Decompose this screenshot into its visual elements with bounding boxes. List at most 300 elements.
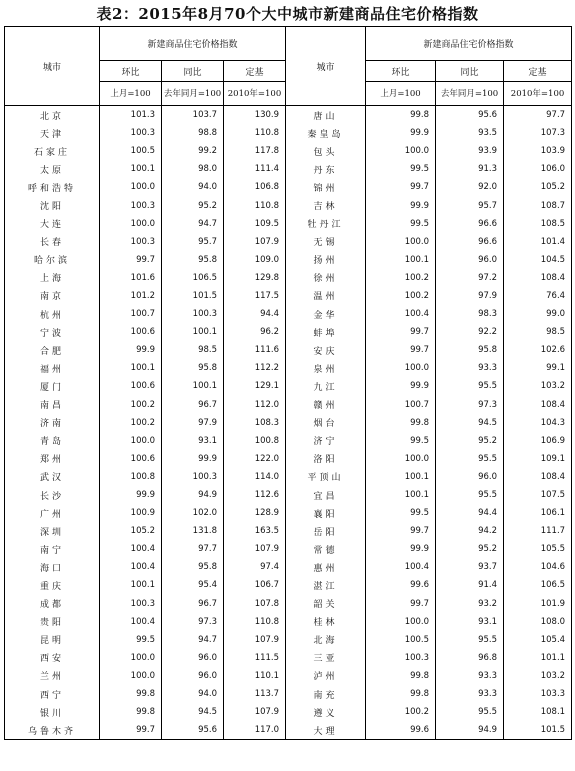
mom-value: 101.6: [100, 269, 162, 287]
yoy-value: 95.7: [162, 233, 224, 251]
mom-value: 99.8: [366, 106, 436, 125]
city-name: 济宁: [286, 432, 366, 450]
city-name: 秦皇岛: [286, 124, 366, 142]
mom-value: 100.1: [366, 486, 436, 504]
base-value: 128.9: [224, 504, 286, 522]
mom-value: 99.9: [100, 341, 162, 359]
yoy-value: 94.9: [162, 486, 224, 504]
yoy-value: 100.1: [162, 377, 224, 395]
table-row: [5, 667, 572, 685]
yoy-value: 91.3: [436, 160, 504, 178]
base-yoy-right: 去年同月=100: [436, 82, 504, 106]
city-name: 徐州: [286, 269, 366, 287]
table-row: [5, 595, 572, 613]
city-name: 扬州: [286, 251, 366, 269]
yoy-value: 92.0: [436, 178, 504, 196]
base-value: 101.9: [504, 595, 572, 613]
city-name: 沈阳: [5, 196, 100, 214]
city-name: 锦州: [286, 178, 366, 196]
mom-value: 100.0: [366, 450, 436, 468]
mom-value: 100.3: [100, 595, 162, 613]
mom-value: 100.3: [100, 196, 162, 214]
mom-value: 99.5: [366, 504, 436, 522]
city-name: 烟台: [286, 414, 366, 432]
base-value: 105.2: [504, 178, 572, 196]
yoy-value: 95.4: [162, 576, 224, 594]
col-mom-right: 环比: [366, 61, 436, 82]
mom-value: 100.3: [100, 124, 162, 142]
city-name: 南宁: [5, 540, 100, 558]
base-value: 106.7: [224, 576, 286, 594]
table-row: [5, 305, 572, 323]
table-row: [5, 649, 572, 667]
yoy-value: 96.0: [436, 468, 504, 486]
yoy-value: 96.0: [162, 667, 224, 685]
table-row: [5, 631, 572, 649]
yoy-value: 97.3: [162, 613, 224, 631]
base-value: 104.6: [504, 558, 572, 576]
mom-value: 100.7: [366, 396, 436, 414]
base-value: 113.7: [224, 685, 286, 703]
city-name: 昆明: [5, 631, 100, 649]
city-header-left: 城市: [5, 27, 100, 106]
table-row: [5, 721, 572, 740]
city-name: 哈尔滨: [5, 251, 100, 269]
base-value: 103.9: [504, 142, 572, 160]
base-value: 108.4: [504, 396, 572, 414]
base-value: 111.7: [504, 522, 572, 540]
base-value: 101.5: [504, 721, 572, 740]
yoy-value: 93.3: [436, 667, 504, 685]
base-value: 108.4: [504, 468, 572, 486]
yoy-value: 94.4: [436, 504, 504, 522]
mom-value: 99.9: [366, 540, 436, 558]
city-name: 石家庄: [5, 142, 100, 160]
mom-value: 100.2: [100, 414, 162, 432]
yoy-value: 95.5: [436, 377, 504, 395]
base-value: 98.5: [504, 323, 572, 341]
table-row: [5, 359, 572, 377]
yoy-value: 97.9: [162, 414, 224, 432]
city-name: 福州: [5, 359, 100, 377]
base-value: 106.8: [224, 178, 286, 196]
table-row: [5, 576, 572, 594]
yoy-value: 103.7: [162, 106, 224, 125]
yoy-value: 96.7: [162, 396, 224, 414]
mom-value: 100.0: [100, 649, 162, 667]
city-name: 武汉: [5, 468, 100, 486]
mom-value: 100.1: [366, 251, 436, 269]
base-value: 100.8: [224, 432, 286, 450]
yoy-value: 96.6: [436, 215, 504, 233]
table-row: [5, 215, 572, 233]
base-value: 109.0: [224, 251, 286, 269]
table-row: [5, 396, 572, 414]
yoy-value: 96.0: [436, 251, 504, 269]
city-name: 九江: [286, 377, 366, 395]
city-name: 安庆: [286, 341, 366, 359]
col-mom-left: 环比: [100, 61, 162, 82]
table-row: [5, 233, 572, 251]
city-name: 蚌埠: [286, 323, 366, 341]
city-name: 常德: [286, 540, 366, 558]
mom-value: 99.7: [366, 522, 436, 540]
table-row: [5, 341, 572, 359]
yoy-value: 93.3: [436, 685, 504, 703]
base-value: 106.0: [504, 160, 572, 178]
mom-value: 100.3: [366, 649, 436, 667]
table-row: [5, 196, 572, 214]
base-value: 112.6: [224, 486, 286, 504]
base-value: 107.9: [224, 631, 286, 649]
mom-value: 99.7: [366, 341, 436, 359]
city-name: 牡丹江: [286, 215, 366, 233]
base-value: 110.8: [224, 124, 286, 142]
yoy-value: 95.2: [436, 432, 504, 450]
mom-value: 99.5: [366, 160, 436, 178]
mom-value: 99.6: [366, 576, 436, 594]
yoy-value: 93.1: [436, 613, 504, 631]
yoy-value: 98.3: [436, 305, 504, 323]
mom-value: 100.4: [100, 558, 162, 576]
mom-value: 99.9: [366, 124, 436, 142]
mom-value: 99.8: [100, 685, 162, 703]
city-name: 湛江: [286, 576, 366, 594]
city-name: 丹东: [286, 160, 366, 178]
mom-value: 100.0: [366, 359, 436, 377]
mom-value: 99.7: [100, 251, 162, 269]
mom-value: 99.8: [366, 667, 436, 685]
base-value: 129.1: [224, 377, 286, 395]
base-value: 112.0: [224, 396, 286, 414]
base-value: 106.1: [504, 504, 572, 522]
table-row: [5, 558, 572, 576]
yoy-value: 93.3: [436, 359, 504, 377]
table-row: [5, 432, 572, 450]
base-fixed-right: 2010年=100: [504, 82, 572, 106]
table-row: [5, 106, 572, 125]
yoy-value: 95.2: [436, 540, 504, 558]
city-name: 温州: [286, 287, 366, 305]
yoy-value: 94.0: [162, 685, 224, 703]
base-value: 117.8: [224, 142, 286, 160]
col-base-right: 定基: [504, 61, 572, 82]
base-value: 94.4: [224, 305, 286, 323]
base-yoy-left: 去年同月=100: [162, 82, 224, 106]
yoy-value: 95.5: [436, 450, 504, 468]
yoy-value: 91.4: [436, 576, 504, 594]
base-value: 117.5: [224, 287, 286, 305]
base-value: 110.8: [224, 196, 286, 214]
yoy-value: 96.6: [436, 233, 504, 251]
city-header-right: 城市: [286, 27, 366, 106]
city-name: 吉林: [286, 196, 366, 214]
base-value: 107.9: [224, 703, 286, 721]
table-row: [5, 540, 572, 558]
yoy-value: 95.5: [436, 631, 504, 649]
base-value: 129.8: [224, 269, 286, 287]
yoy-value: 99.2: [162, 142, 224, 160]
base-value: 108.3: [224, 414, 286, 432]
base-value: 111.4: [224, 160, 286, 178]
city-name: 深圳: [5, 522, 100, 540]
base-value: 103.3: [504, 685, 572, 703]
mom-value: 99.5: [366, 432, 436, 450]
base-value: 109.5: [224, 215, 286, 233]
city-name: 广州: [5, 504, 100, 522]
table-row: [5, 613, 572, 631]
city-name: 三亚: [286, 649, 366, 667]
city-name: 惠州: [286, 558, 366, 576]
mom-value: 100.4: [100, 613, 162, 631]
mom-value: 100.1: [100, 576, 162, 594]
mom-value: 99.5: [366, 215, 436, 233]
base-value: 163.5: [224, 522, 286, 540]
city-name: 桂林: [286, 613, 366, 631]
city-name: 长沙: [5, 486, 100, 504]
yoy-value: 96.7: [162, 595, 224, 613]
table-row: [5, 522, 572, 540]
yoy-value: 95.8: [162, 251, 224, 269]
city-name: 济南: [5, 414, 100, 432]
city-name: 郑州: [5, 450, 100, 468]
table-body: [5, 106, 572, 740]
base-value: 99.1: [504, 359, 572, 377]
mom-value: 99.6: [366, 721, 436, 740]
yoy-value: 93.2: [436, 595, 504, 613]
table-row: [5, 124, 572, 142]
base-value: 103.2: [504, 377, 572, 395]
yoy-value: 131.8: [162, 522, 224, 540]
mom-value: 99.7: [366, 595, 436, 613]
base-value: 99.0: [504, 305, 572, 323]
city-name: 上海: [5, 269, 100, 287]
table-row: [5, 486, 572, 504]
base-value: 105.4: [504, 631, 572, 649]
yoy-value: 93.1: [162, 432, 224, 450]
city-name: 天津: [5, 124, 100, 142]
city-name: 杭州: [5, 305, 100, 323]
yoy-value: 101.5: [162, 287, 224, 305]
mom-value: 100.0: [100, 432, 162, 450]
base-value: 107.9: [224, 233, 286, 251]
price-index-table: [4, 26, 572, 740]
table-row: [5, 703, 572, 721]
yoy-value: 94.2: [436, 522, 504, 540]
yoy-value: 95.2: [162, 196, 224, 214]
table-row: [5, 178, 572, 196]
mom-value: 100.2: [366, 703, 436, 721]
base-value: 76.4: [504, 287, 572, 305]
mom-value: 100.6: [100, 377, 162, 395]
mom-value: 100.1: [100, 359, 162, 377]
city-name: 遵义: [286, 703, 366, 721]
mom-value: 100.5: [100, 142, 162, 160]
yoy-value: 94.7: [162, 631, 224, 649]
mom-value: 99.5: [100, 631, 162, 649]
city-name: 呼和浩特: [5, 178, 100, 196]
table-row: [5, 160, 572, 178]
yoy-value: 96.0: [162, 649, 224, 667]
group-header-left: 新建商品住宅价格指数: [100, 27, 286, 61]
yoy-value: 102.0: [162, 504, 224, 522]
table-row: [5, 450, 572, 468]
mom-value: 100.0: [100, 178, 162, 196]
base-value: 101.4: [504, 233, 572, 251]
group-header-right: 新建商品住宅价格指数: [366, 27, 572, 61]
city-name: 襄阳: [286, 504, 366, 522]
mom-value: 99.8: [366, 685, 436, 703]
base-value: 103.2: [504, 667, 572, 685]
mom-value: 101.2: [100, 287, 162, 305]
yoy-value: 97.7: [162, 540, 224, 558]
table-row: [5, 269, 572, 287]
city-name: 长春: [5, 233, 100, 251]
col-base-left: 定基: [224, 61, 286, 82]
table-row: [5, 468, 572, 486]
mom-value: 100.4: [366, 558, 436, 576]
base-value: 107.3: [504, 124, 572, 142]
base-value: 108.7: [504, 196, 572, 214]
city-name: 北京: [5, 106, 100, 125]
table-row: [5, 142, 572, 160]
base-value: 104.5: [504, 251, 572, 269]
mom-value: 100.2: [100, 396, 162, 414]
mom-value: 99.8: [366, 414, 436, 432]
city-name: 赣州: [286, 396, 366, 414]
yoy-value: 98.8: [162, 124, 224, 142]
table-row: [5, 323, 572, 341]
col-yoy-left: 同比: [162, 61, 224, 82]
table-row: [5, 504, 572, 522]
mom-value: 99.9: [366, 196, 436, 214]
base-value: 108.5: [504, 215, 572, 233]
city-name: 泸州: [286, 667, 366, 685]
yoy-value: 100.3: [162, 468, 224, 486]
mom-value: 99.9: [366, 377, 436, 395]
base-value: 97.4: [224, 558, 286, 576]
mom-value: 100.0: [366, 233, 436, 251]
city-name: 兰州: [5, 667, 100, 685]
mom-value: 105.2: [100, 522, 162, 540]
base-value: 111.5: [224, 649, 286, 667]
yoy-value: 97.3: [436, 396, 504, 414]
yoy-value: 100.3: [162, 305, 224, 323]
base-value: 117.0: [224, 721, 286, 740]
base-value: 114.0: [224, 468, 286, 486]
base-value: 109.1: [504, 450, 572, 468]
base-value: 130.9: [224, 106, 286, 125]
table-row: [5, 377, 572, 395]
yoy-value: 98.5: [162, 341, 224, 359]
yoy-value: 95.6: [162, 721, 224, 740]
yoy-value: 95.6: [436, 106, 504, 125]
yoy-value: 94.0: [162, 178, 224, 196]
base-value: 106.5: [504, 576, 572, 594]
city-name: 贵阳: [5, 613, 100, 631]
base-value: 110.1: [224, 667, 286, 685]
city-name: 重庆: [5, 576, 100, 594]
city-name: 北海: [286, 631, 366, 649]
mom-value: 100.0: [366, 613, 436, 631]
city-name: 泉州: [286, 359, 366, 377]
mom-value: 100.2: [366, 287, 436, 305]
base-value: 107.9: [224, 540, 286, 558]
base-value: 110.8: [224, 613, 286, 631]
base-value: 96.2: [224, 323, 286, 341]
yoy-value: 106.5: [162, 269, 224, 287]
base-value: 105.5: [504, 540, 572, 558]
mom-value: 100.4: [366, 305, 436, 323]
mom-value: 100.7: [100, 305, 162, 323]
table-row: [5, 251, 572, 269]
yoy-value: 94.5: [162, 703, 224, 721]
city-name: 大连: [5, 215, 100, 233]
mom-value: 100.6: [100, 323, 162, 341]
yoy-value: 94.7: [162, 215, 224, 233]
table-row: [5, 414, 572, 432]
city-name: 韶关: [286, 595, 366, 613]
city-name: 成都: [5, 595, 100, 613]
table-row: [5, 685, 572, 703]
mom-value: 100.8: [100, 468, 162, 486]
mom-value: 100.3: [100, 233, 162, 251]
base-mom-right: 上月=100: [366, 82, 436, 106]
mom-value: 99.8: [100, 703, 162, 721]
col-yoy-right: 同比: [436, 61, 504, 82]
mom-value: 101.3: [100, 106, 162, 125]
city-name: 大理: [286, 721, 366, 740]
city-name: 太原: [5, 160, 100, 178]
yoy-value: 93.7: [436, 558, 504, 576]
mom-value: 100.0: [100, 667, 162, 685]
city-name: 西安: [5, 649, 100, 667]
yoy-value: 100.1: [162, 323, 224, 341]
table-row: [5, 287, 572, 305]
city-name: 南充: [286, 685, 366, 703]
yoy-value: 95.8: [162, 359, 224, 377]
city-name: 平顶山: [286, 468, 366, 486]
base-value: 108.1: [504, 703, 572, 721]
city-name: 洛阳: [286, 450, 366, 468]
mom-value: 100.2: [366, 269, 436, 287]
mom-value: 99.7: [366, 323, 436, 341]
yoy-value: 95.5: [436, 703, 504, 721]
base-value: 97.7: [504, 106, 572, 125]
city-name: 宜昌: [286, 486, 366, 504]
mom-value: 100.4: [100, 540, 162, 558]
city-name: 厦门: [5, 377, 100, 395]
city-name: 唐山: [286, 106, 366, 125]
city-name: 乌鲁木齐: [5, 721, 100, 740]
city-name: 南昌: [5, 396, 100, 414]
base-value: 106.9: [504, 432, 572, 450]
mom-value: 99.7: [366, 178, 436, 196]
yoy-value: 93.9: [436, 142, 504, 160]
yoy-value: 97.2: [436, 269, 504, 287]
yoy-value: 98.0: [162, 160, 224, 178]
base-value: 122.0: [224, 450, 286, 468]
yoy-value: 92.2: [436, 323, 504, 341]
city-name: 南京: [5, 287, 100, 305]
city-name: 金华: [286, 305, 366, 323]
yoy-value: 94.9: [436, 721, 504, 740]
yoy-value: 96.8: [436, 649, 504, 667]
mom-value: 99.7: [100, 721, 162, 740]
city-name: 银川: [5, 703, 100, 721]
yoy-value: 94.5: [436, 414, 504, 432]
base-value: 107.8: [224, 595, 286, 613]
